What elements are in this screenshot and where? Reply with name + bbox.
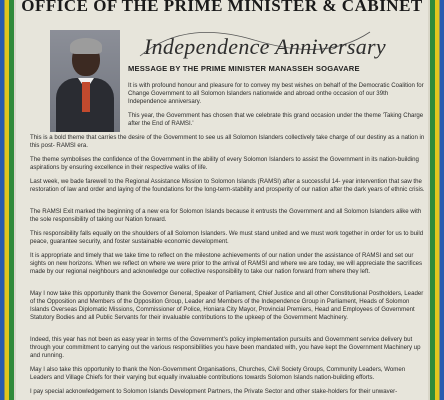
paragraph-5: Last week, we bade farewell to the Regional Assistance Mission to Solomon Islands (RAMSI) after a successful 14- year intervention that saw the restoration of law and order and laying of the foundations for the long-term-stability and prosperity of our nation after the dark years of ethnic crisis.	[30, 178, 425, 194]
prime-minister-photo	[50, 30, 120, 132]
paragraph-12: I pay special acknowledgement to Solomon Islands Development Partners, the Private Sector and other stake-holders for their unwaver-	[30, 388, 398, 395]
newspaper-page	[16, 0, 428, 400]
paragraph-1: It is with profound honour and pleasure for to convey my best wishes on behalf of the Democratic Coalition for Change Government to all Solomon Islanders nationwide and abroad onthe occasion of our 39th Independence anniversary.	[128, 82, 424, 106]
paragraph-8: It is appropriate and timely that we take time to reflect on the milestone achievements of our nation under the assistance of RAMSI and set our sights on new horizons. When we reflect on where we were prior to the arrival of RAMSI and where we are today, we will appreciate the sacrifices made by our regional neighbours and acknowledge our collective responsibility to take our nation forward from where they left.	[30, 252, 423, 276]
paragraph-6: The RAMSI Exit marked the beginning of a new era for Solomon Islands because it entrusts the Government and all Solomon Islanders alike with the sole responsibility of taking our Nation forward.	[30, 208, 422, 224]
paragraph-11: May I also take this opportunity to thank the Non-Government Organisations, Churches, Civil Society Groups, Community Leaders, Women Leaders and Village Chiefs for their varying but equally invaluable contributions towards Solomon Islands nation-building efforts.	[30, 366, 406, 382]
paragraph-10: Indeed, this year has not been as easy year in terms of the Government's policy implementation pursuits and Government service delivery but through your commitment to carrying out the various responsibilities you have been mandated with, you have kept the Government Machinery up and running.	[30, 336, 421, 360]
message-subheading: MESSAGE BY THE PRIME MINISTER MANASSEH SOGAVARE	[128, 64, 360, 73]
paragraph-3: This is a bold theme that carries the desire of the Government to see us all Solomon Islanders collectively take charge of our destiny as a nation in this post- RAMSI era.	[30, 134, 425, 150]
paragraph-4: The theme symbolises the confidence of the Government in the ability of every Solomon Islanders to assist the Government in its nation-building aspirations by ensuring excellence in their respective walks of life.	[30, 156, 419, 172]
anniversary-heading: Independence Anniversary	[144, 34, 386, 59]
flag-border-right	[430, 0, 444, 400]
paragraph-2: This year, the Government has chosen that we celebrate this grand occasion under the theme 'Taking Charge after the End of RAMSI.'	[128, 112, 424, 128]
paragraph-7: This responsibility falls equally on the shoulders of all Solomon Islanders. We must stand united and we must work together in order for us to build peace, guarantee security, and foster sustainable economic development.	[30, 230, 424, 246]
paragraph-9: May I now take this opportunity thank the Governor General, Speaker of Parliament, Chief Justice and all other Constitutional Postholders, Leader of the Opposition and Members of the Opposition Group, Leader and Members of the Independence Group in Parliament, Heads of Solomon Islands Overseas Diplomatic Missions, Commissioner of Police, Honiara City Mayor, Provincial Premiers, Head and Employees of Government Statutory Bodies and all Public Servants for their invaluable contributions to the upkeep of the Government Machinery.	[30, 290, 424, 322]
flag-border-left	[0, 0, 14, 400]
office-header: OFFICE OF THE PRIME MINISTER & CABINET	[21, 0, 423, 15]
